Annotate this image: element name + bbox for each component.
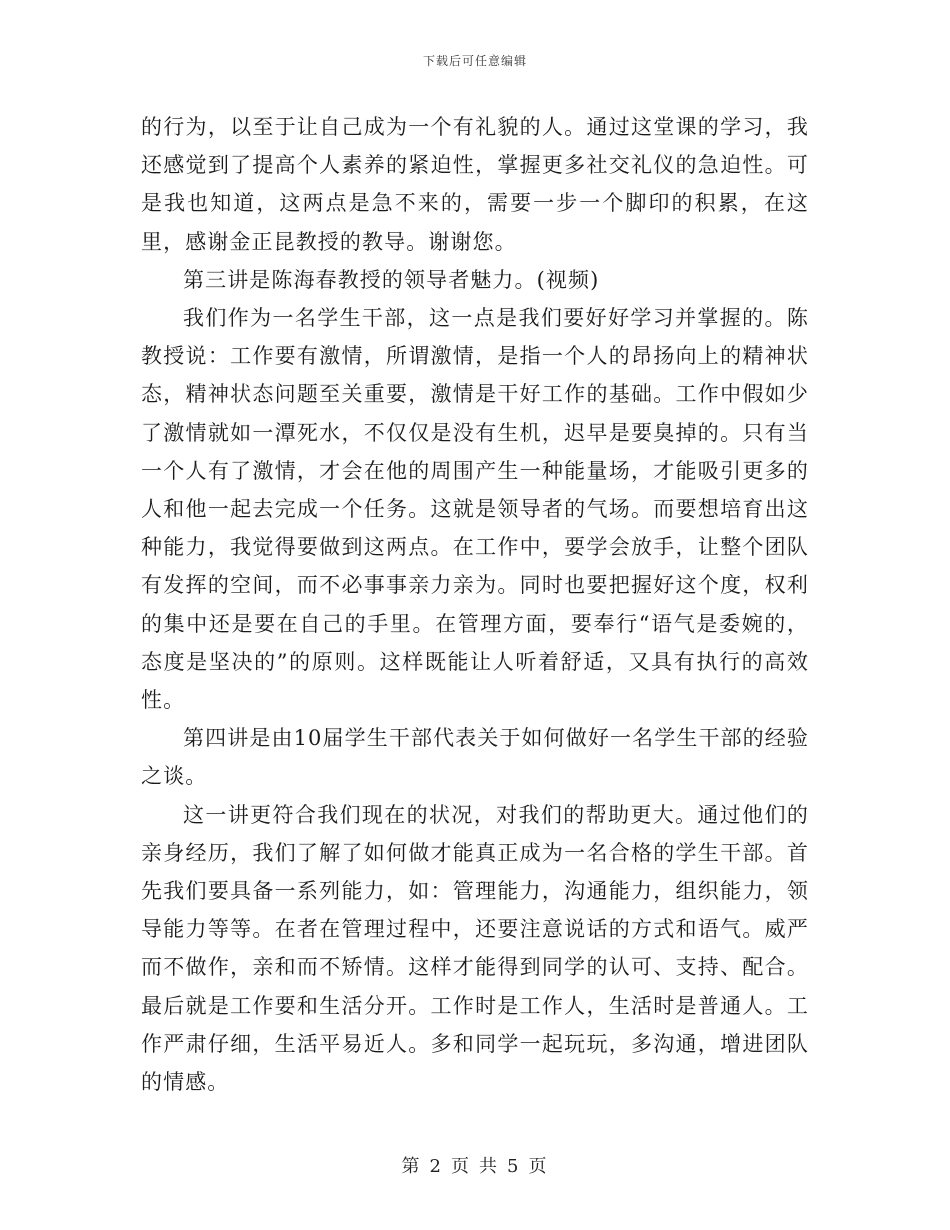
- paragraph: 第四讲是由10届学生干部代表关于如何做好一名学生干部的经验之谈。: [141, 726, 809, 789]
- footer-prefix: 第: [401, 1156, 422, 1177]
- current-page-number: 2: [429, 1156, 443, 1177]
- document-body: [141, 108, 809, 1101]
- page-header: 下载后可任意编辑: [422, 54, 527, 68]
- paragraph: 这一讲更符合我们现在的状况，对我们的帮助更大。通过他们的亲身经历，我们了解了如何做才能真正成为一名合格的学生干部。首先我们要具备一系列能力，如：管理能力，沟通能力，组织能力，领导能力等等。在者在管理过程中，还要注意说话的方式和语气。威严而不做作，亲和而不矫情。这样才能得到同学的认可、支持、配合。最后就是工作要和生活分开。工作时是工作人，生活时是普通人。工作严肃仔细，生活平易近人。多和同学一起玩玩，多沟通，增进团队的情感。: [141, 802, 809, 1095]
- page-footer: [0, 1152, 950, 1178]
- paragraph: 的行为，以至于让自己成为一个有礼貌的人。通过这堂课的学习，我还感觉到了提高个人素养的紧迫性，掌握更多社交礼仪的急迫性。可是我也知道，这两点是急不来的，需要一步一个脚印的积累，在这里，感谢金正昆教授的教导。谢谢您。: [141, 115, 809, 254]
- footer-total-label: 共: [479, 1156, 499, 1177]
- paragraph: 我们作为一名学生干部，这一点是我们要好好学习并掌握的。陈教授说：工作要有激情，所谓激情，是指一个人的昂扬向上的精神状态，精神状态问题至关重要，激情是干好工作的基础。工作中假如少了激情就如一潭死水，不仅仅是没有生机，迟早是要臭掉的。只有当一个人有了激情，才会在他的周围产生一种能量场，才能吸引更多的人和他一起去完成一个任务。这就是领导者的气场。而要想培育出这种能力，我觉得要做到这两点。在工作中，要学会放手，让整个团队有发挥的空间，而不必事事亲力亲为。同时也要把握好这个度，权利的集中还是要在自己的手里。在管理方面，要奉行“语气是委婉的，态度是坚决的”的原则。这样既能让人听着舒适，又具有执行的高效性。: [141, 306, 809, 713]
- total-pages-number: 5: [507, 1156, 521, 1177]
- footer-suffix: 页: [528, 1156, 549, 1177]
- footer-page-label: 页: [451, 1156, 471, 1177]
- paragraph: 第三讲是陈海春教授的领导者魅力。(视频): [183, 267, 600, 292]
